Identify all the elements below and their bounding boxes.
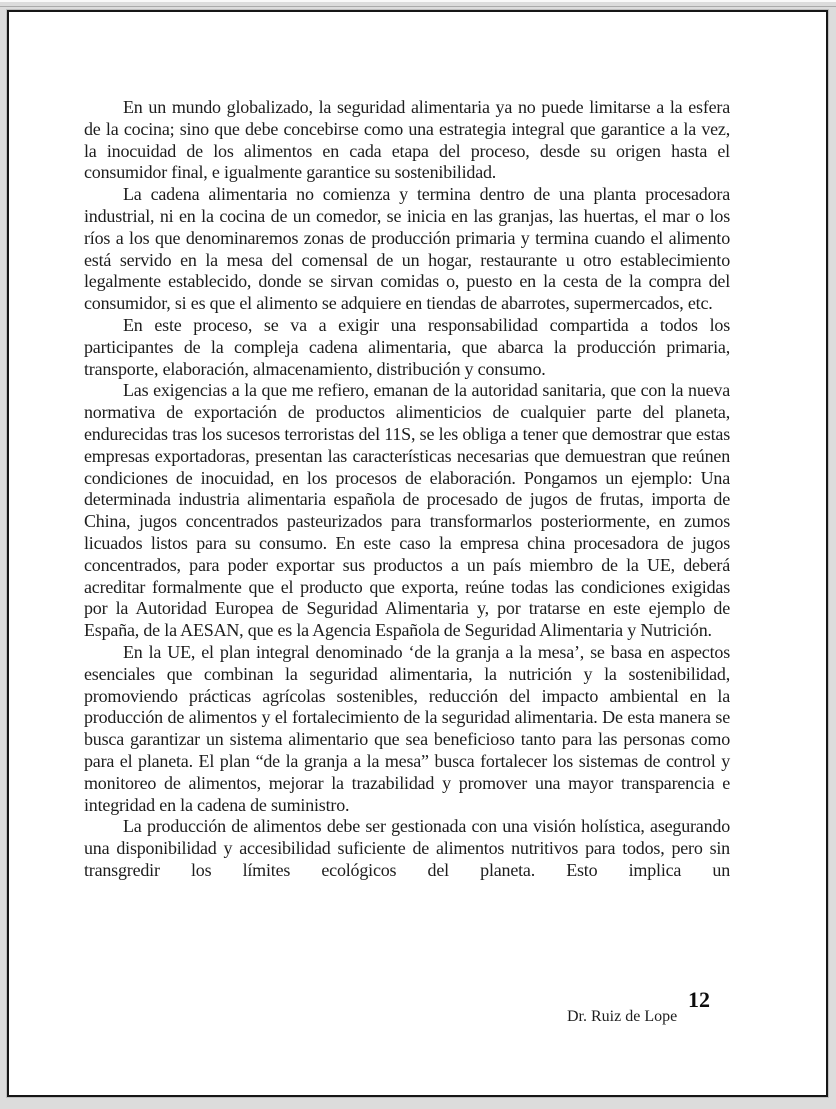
body-paragraph: Las exigencias a la que me refiero, emanan de la autoridad sanitaria, que con la nueva normativa de exportación de productos alimenticios de cualquier parte del planeta, endurecidas tras los sucesos terroristas del 11S, se les obliga a tener que demostrar que estas empresas exportadoras, presentan las características necesarias que demuestran que reúnen condiciones de inocuidad, en los procesos de elaboración. Pongamos un ejemplo: Una determinada industria alimentaria española de procesado de jugos de frutas, importa de China, jugos concentrados pasteurizados para transformarlos posteriormente, en zumos licuados listos para su consumo. En este caso la empresa china procesadora de jugos concentrados, para poder exportar sus productos a un país miembro de la UE, deberá acreditar formalmente que el producto que exporta, reúne todas las condiciones exigidas por la Autoridad Europea de Seguridad Alimentaria y, por tratarse en este ejemplo de España, de la AESAN, que es la Agencia Española de Seguridad Alimentaria y Nutrición. (84, 380, 730, 641)
body-paragraph: En un mundo globalizado, la seguridad alimentaria ya no puede limitarse a la esfera de la cocina; sino que debe concebirse como una estrategia integral que garantice a la vez, la inocuidad de los alimentos en cada etapa del proceso, desde su origen hasta el consumidor final, e igualmente garantice su sostenibilidad. (84, 97, 730, 183)
document-page (7, 10, 828, 1097)
body-paragraph: En este proceso, se va a exigir una responsabilidad compartida a todos los participantes de la compleja cadena alimentaria, que abarca la producción primaria, transporte, elaboración, almacenamiento, distribución y consumo. (84, 314, 730, 379)
page-body-text (84, 97, 730, 882)
viewer-top-edge (0, 0, 836, 9)
footer-author: Dr. Ruiz de Lope (567, 1008, 678, 1025)
body-paragraph: La cadena alimentaria no comienza y termina dentro de una planta procesadora industrial, ni en la cocina de un comedor, se inicia en las granjas, las huertas, el mar o los ríos a los que denominaremos zonas de producción primaria y termina cuando el alimento está servido en la mesa del comensal de un hogar, restaurante u otro establecimiento legalmente establecido, donde se sirvan comidas o, puesto en la cesta de la compra del consumidor, si es que el alimento se adquiere en tiendas de abarrotes, supermercados, etc. (84, 184, 730, 314)
body-paragraph: La producción de alimentos debe ser gestionada con una visión holística, asegurando una disponibilidad y accesibilidad suficiente de alimentos nutritivos para todos, pero sin transgredir los límites ecológicos del planeta. Esto implica un (84, 816, 730, 880)
body-paragraph: En la UE, el plan integral denominado ‘de la granja a la mesa’, se basa en aspectos esenciales que combinan la seguridad alimentaria, la nutrición y la sostenibilidad, promoviendo prácticas agrícolas sostenibles, reducción del impacto ambiental en la producción de alimentos y el fortalecimiento de la seguridad alimentaria. De esta manera se busca garantizar un sistema alimentario que sea beneficioso tanto para las personas como para el planeta. El plan “de la granja a la mesa” busca fortalecer los sistemas de control y monitoreo de alimentos, mejorar la trazabilidad y promover una mayor transparencia e integridad en la cadena de suministro. (84, 641, 730, 815)
page-number: 12 (688, 987, 710, 1012)
